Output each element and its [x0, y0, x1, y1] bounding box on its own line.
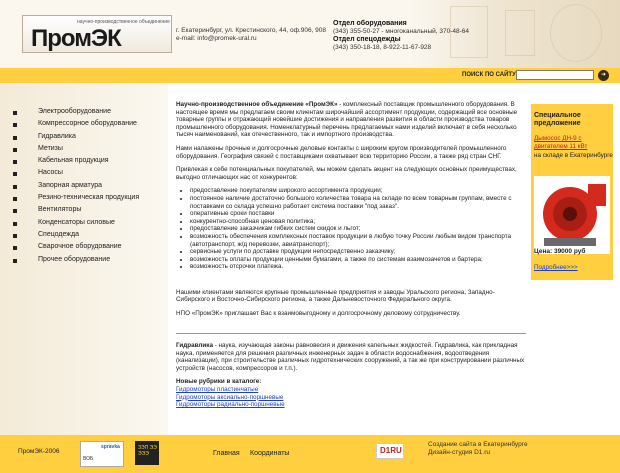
- nav-item[interactable]: Запорная арматура: [0, 182, 168, 194]
- more-link[interactable]: Подробнее>>>: [534, 264, 578, 271]
- d1-logo[interactable]: D1RU: [376, 443, 404, 459]
- bullet-icon: [13, 222, 17, 226]
- list-item: • возможность отсрочки платежа.: [190, 263, 526, 271]
- bullet-icon: [13, 209, 17, 213]
- nav-item[interactable]: Электрооборудование: [0, 108, 168, 120]
- nav-item[interactable]: Вентиляторы: [0, 206, 168, 218]
- footer-link-home[interactable]: Главная: [213, 450, 240, 457]
- intro-paragraph: Научно-производственное объединение «ПромЭК» - комплексный поставщик промышленного оборудования. В настоящее время мы предлагаем своим клиентам широчайший ассортимент продукции, содержащий все основные товарные группы и отражающий новейшие достижения и направления развития в области производства товаров промышленного оборудования. Номенклатурный перечень предлагаемых нами изделий включает в себя несколько тысяч наименований, как отечественного, так и импортного производства.: [176, 101, 518, 139]
- logo-text: ПромЭК: [31, 25, 121, 52]
- bullet-icon: [13, 172, 17, 176]
- hydraulics-text: Гидравлика - наука, изучающая законы равновесия и движения капельных жидкостей. Гидравлика, как прикладная наука, применяется для решения различных инженерных задач в области водоснабжения, водоотведения (канализации), при строительстве различных гидротехнических сооружений, а так же при конструировании различных устройств (насосов, компрессоров и т.п.).: [176, 342, 525, 372]
- bullet-icon: [13, 148, 17, 152]
- list-item: • возможность обеспечения комплексных поставок продукции в любую точку России любым видом транспорта (автотранспорт, ж/д перевозки, авиатранспорт);: [190, 233, 526, 248]
- arrow-right-icon: ➜: [600, 72, 607, 78]
- bullet-icon: [13, 234, 17, 238]
- dept-equipment-phones: (343) 355-50-27 - многоканальный, 370-48-64: [333, 28, 470, 35]
- copyright: ПромЭК-2006: [18, 448, 60, 455]
- special-offer-title: Специальное предложение: [534, 112, 581, 127]
- divider: [176, 333, 526, 334]
- nav-item[interactable]: Компрессорное оборудование: [0, 120, 168, 132]
- address-block: [176, 27, 326, 43]
- dept-workwear-title: Отдел спецодежды: [333, 36, 401, 43]
- catalog-nav: [0, 108, 168, 268]
- bullet-icon: [13, 259, 17, 263]
- list-item: • предоставление заказчикам гибких систем скидок и льгот;: [190, 225, 526, 233]
- advantages-intro: Привлекая к себе потенциальных покупателей, мы можем сделать акцент на следующих основных преимуществах, выгодно отличающих нас от конкурентов:: [176, 166, 517, 181]
- catalog-link[interactable]: Гидромоторы аксиально-поршневые: [176, 393, 284, 401]
- nav-item[interactable]: Конденсаторы силовые: [0, 219, 168, 231]
- site-logo[interactable]: [22, 15, 172, 53]
- bullet-icon: [13, 197, 17, 201]
- dept-equipment-title: Отдел оборудования: [333, 20, 407, 27]
- stock-note: на складе в Екатеринбурге: [534, 152, 613, 159]
- nav-item[interactable]: Сварочное оборудование: [0, 243, 168, 255]
- nav-item[interactable]: Спецодежда: [0, 231, 168, 243]
- main-content: [176, 101, 526, 324]
- new-sections-title: Новые рубрики в каталоге:: [176, 378, 262, 386]
- partners-paragraph: Нами налажены прочные и долгосрочные деловые контакты с широким кругом производителей промышленного оборудования. География связей с поставщиками охватывает всю территорию России, а также ряд стран СНГ.: [176, 144, 507, 160]
- search-label: ПОИСК ПО САЙТУ: [462, 72, 516, 78]
- special-offer: [531, 104, 613, 280]
- list-item: • возможность оплаты продукции ценными бумагами, а также по системам взаимозачетов и бартера;: [190, 256, 526, 264]
- nav-item[interactable]: Насосы: [0, 169, 168, 181]
- department-contacts: [333, 20, 469, 52]
- partner-banner[interactable]: ЗЭП ЭЭ ЭЭЭ: [135, 441, 159, 465]
- bullet-icon: [13, 136, 17, 140]
- fan-product-image[interactable]: [534, 176, 610, 254]
- list-item: • конкурентно-способная ценовая политика;: [190, 218, 526, 226]
- nav-item[interactable]: Прочее оборудование: [0, 256, 168, 268]
- search-go-button[interactable]: [598, 70, 609, 81]
- catalog-link[interactable]: Гидромоторы пластинчатые: [176, 385, 259, 393]
- partner-banner[interactable]: spravka ВОБ: [80, 441, 124, 467]
- dept-workwear-phones: (343) 350-18-18, 8-922-11-67-928: [333, 44, 432, 51]
- bullet-icon: [13, 111, 17, 115]
- address: г. Екатеринбург, ул. Крестинского, 44, оф.906, 908: [176, 27, 327, 34]
- bullet-icon: [13, 160, 17, 164]
- logo-tagline: научно-производственное объединение: [77, 19, 170, 25]
- product-link[interactable]: Дымосос ДН-9 с двигателем 11 кВт: [534, 135, 588, 150]
- design-credit: Создание сайта в Екатеринбурге Дизайн-студия D1.ru: [428, 441, 528, 456]
- search-input[interactable]: [516, 70, 594, 80]
- advantages-list: [176, 187, 526, 271]
- hydraulics-section: [176, 342, 526, 409]
- bullet-icon: [13, 123, 17, 127]
- invite-paragraph: НПО «ПромЭК» приглашает Вас к взаимовыгодному и долгосрочному деловому сотрудничеству.: [176, 310, 461, 318]
- nav-item[interactable]: Резино-техническая продукция: [0, 194, 168, 206]
- nav-item[interactable]: Метизы: [0, 145, 168, 157]
- nav-item[interactable]: Кабельная продукция: [0, 157, 168, 169]
- list-item: • предоставление покупателям широкого ассортимента продукции;: [190, 187, 526, 195]
- list-item: • оперативные сроки поставки: [190, 210, 526, 218]
- catalog-link[interactable]: Гидромоторы радиально-поршневые: [176, 401, 285, 409]
- list-item: • сервисные услуги по доставке продукции непосредственно заказчику;: [190, 248, 526, 256]
- clients-paragraph: Нашими клиентами являются крупные промышленные предприятия и заводы Уральского региона, Западно-Сибирского и Восточно-Сибирского региона, а также Дальневосточного Федерального округа.: [176, 288, 495, 304]
- list-item: • постоянное наличие достаточно большого количества товара на складе по всем товарным группам, вместе с поставками со склада успешно работает система поставки "под заказ".: [190, 195, 526, 210]
- bullet-icon: [13, 185, 17, 189]
- nav-item[interactable]: Гидравлика: [0, 133, 168, 145]
- bullet-icon: [13, 246, 17, 250]
- footer-link-contacts[interactable]: Координаты: [250, 450, 290, 457]
- product-price: Цена: 39000 руб: [534, 248, 586, 255]
- email[interactable]: e-mail: info@promek-ural.ru: [176, 35, 257, 42]
